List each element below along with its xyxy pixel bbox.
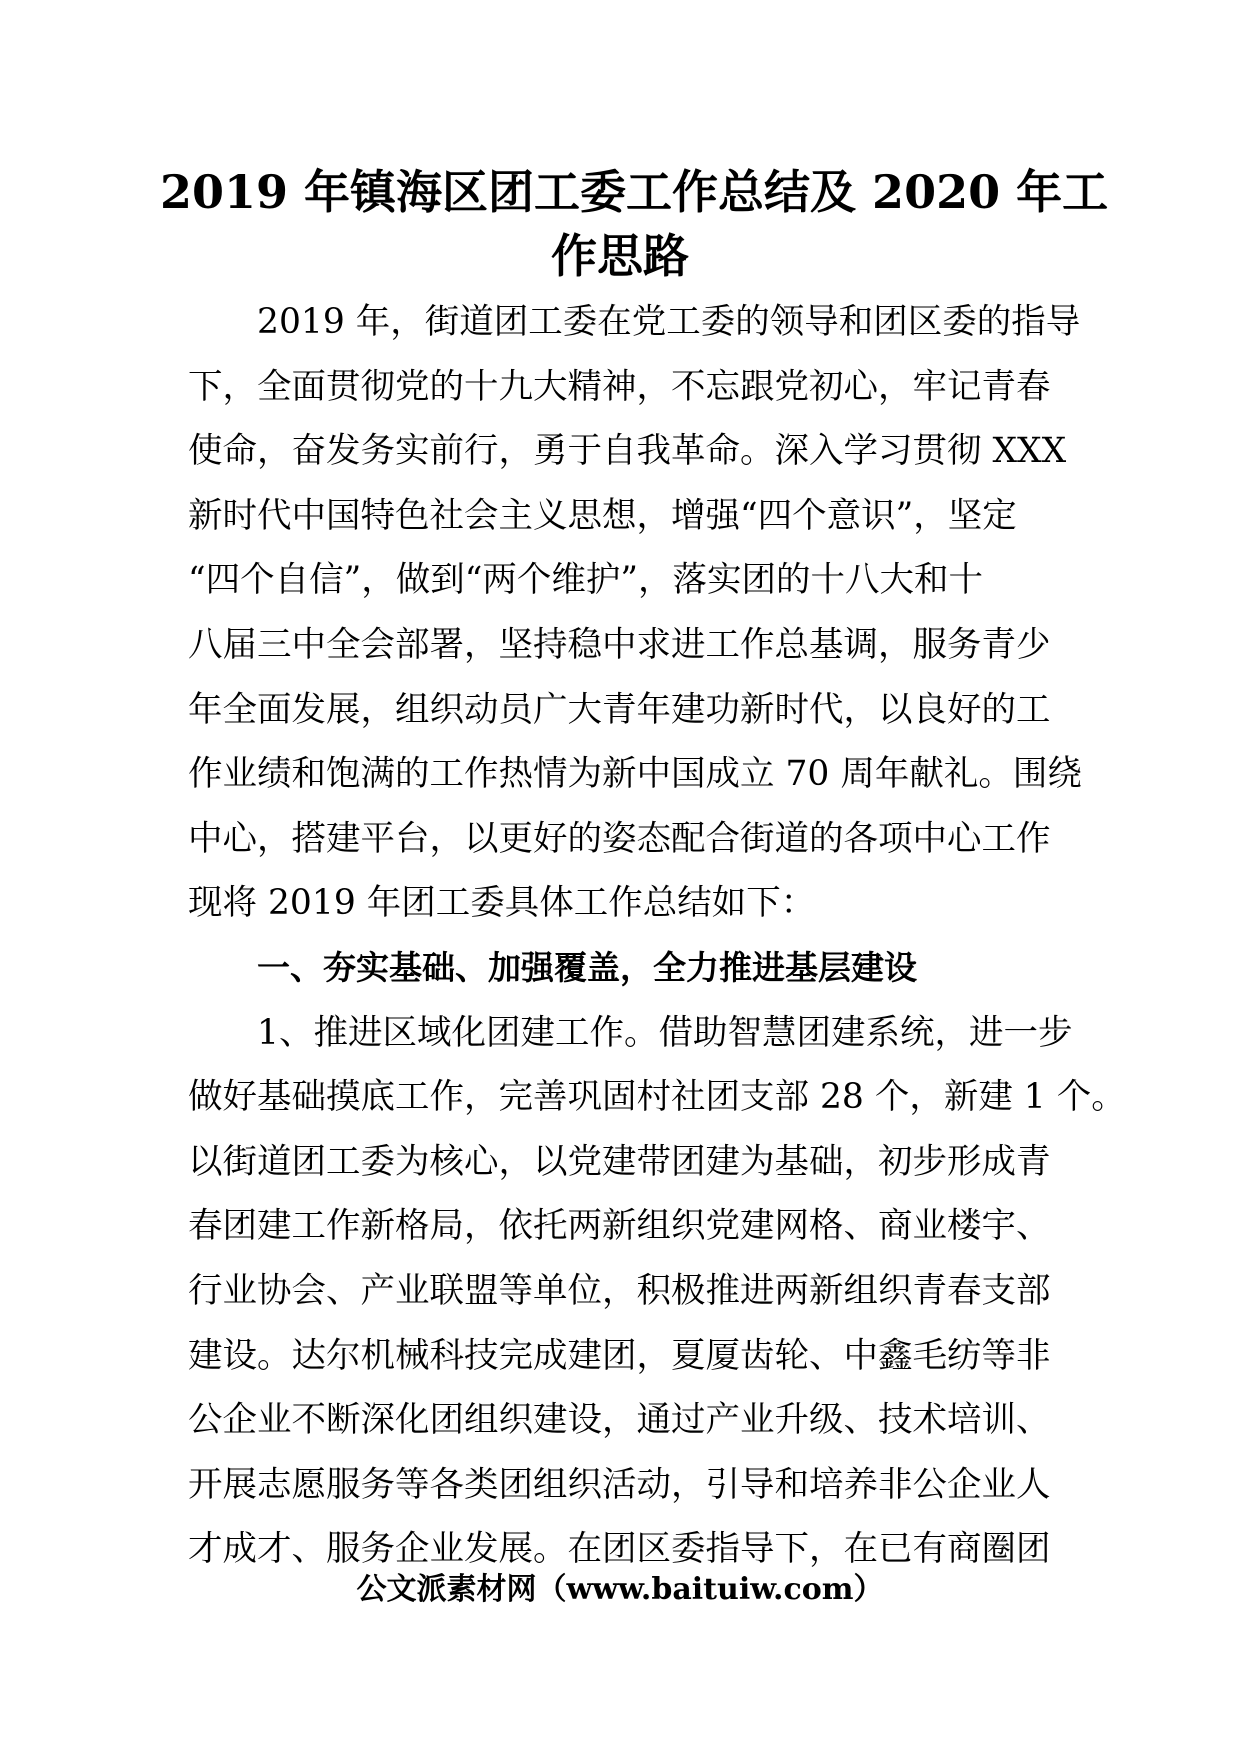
paragraph-line: 新时代中国特色社会主义思想，增强“四个意识”，坚定 [188,495,1017,536]
footer-watermark: 公文派素材网（www.baituiw.com） [356,1572,884,1607]
title-line: 2019 年镇海区团工委工作总结及 2020 年工 [160,165,1109,219]
paragraph-line: 开展志愿服务等各类团组织活动，引导和培养非公企业人 [188,1464,1051,1505]
paragraph-line: 现将 2019 年团工委具体工作总结如下： [188,883,816,924]
paragraph-line: “四个自信”，做到“两个维护”，落实团的十八大和十 [188,560,984,601]
paragraph-line: 1、推进区域化团建工作。借助智慧团建系统，进一步 [257,1012,1073,1053]
paragraph-line: 才成才、服务企业发展。在团区委指导下，在已有商圈团 [188,1529,1051,1570]
paragraph-line: 公企业不断深化团组织建设，通过产业升级、技术培训、 [188,1400,1051,1441]
title-line: 作思路 [551,229,689,283]
paragraph-line: 建设。达尔机械科技完成建团，夏厦齿轮、中鑫毛纺等非 [188,1335,1051,1376]
paragraph-line: 做好基础摸底工作，完善巩固村社团支部 28 个，新建 1 个。 [188,1077,1126,1118]
paragraph-line: 八届三中全会部署，坚持稳中求进工作总基调，服务青少 [188,624,1051,665]
paragraph-line: 以街道团工委为核心，以党建带团建为基础，初步形成青 [188,1141,1051,1182]
document-title [160,160,1109,288]
section-heading: 一、夯实基础、加强覆盖，全力推进基层建设 [257,947,917,987]
paragraph-line: 年全面发展，组织动员广大青年建功新时代，以良好的工 [188,689,1051,730]
paragraph-line: 春团建工作新格局，依托两新组织党建网格、商业楼宇、 [188,1206,1051,1247]
paragraph-line: 2019 年，街道团工委在党工委的领导和团区委的指导 [257,302,1081,342]
paragraph-line: 中心，搭建平台，以更好的姿态配合街道的各项中心工作 [188,818,1051,859]
paragraph-line: 行业协会、产业联盟等单位，积极推进两新组织青春支部 [188,1270,1051,1311]
paragraph-line: 下，全面贯彻党的十九大精神，不忘跟党初心，牢记青春 [188,366,1051,407]
paragraph-line: 使命，奋发务实前行，勇于自我革命。深入学习贯彻 XXX [188,431,1067,472]
paragraph-line: 作业绩和饱满的工作热情为新中国成立 70 周年献礼。围绕 [188,754,1082,795]
document-body [188,290,1126,1582]
